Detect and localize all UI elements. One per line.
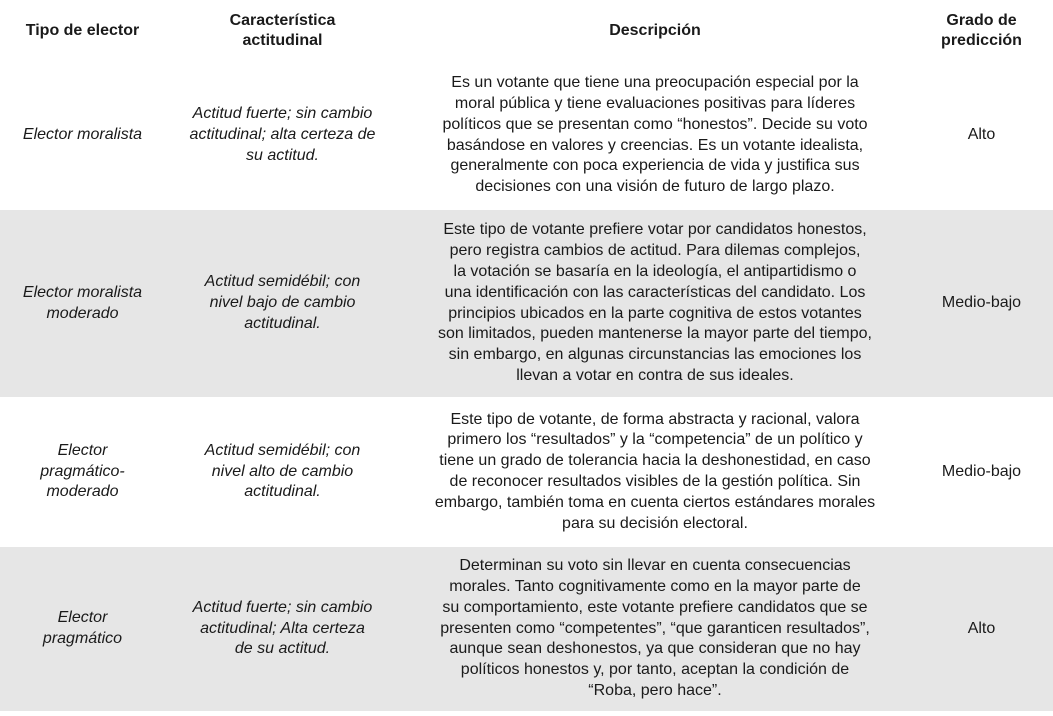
table-row xyxy=(0,63,1053,209)
cell-descripcion: Determinan su voto sin llevar en cuenta consecuencias morales. Tanto cognitivamente como en la mayor parte de su comportamiento, este votante prefiere candidatos que se presenten como “competentes”, “que garanticen resultados”, aunque sean deshonestos, ya que consideran que no hay políticos honestos y, por tanto, aceptan la condición de “Roba, pero hace”. xyxy=(400,546,910,712)
header-grado: Grado de predicción xyxy=(910,0,1053,63)
table-row xyxy=(0,399,1053,546)
cell-tipo: Elector pragmático xyxy=(0,546,165,712)
header-caracteristica: Característica actitudinal xyxy=(165,0,400,63)
cell-tipo: Elector pragmático- moderado xyxy=(40,441,125,501)
header-descripcion: Descripción xyxy=(400,0,910,63)
header-row xyxy=(0,0,1053,63)
cell-descripcion: Es un votante que tiene una preocupación especial por la moral pública y tiene evaluaciones positivas para líderes políticos que se presentan como “honestos”. Decide su voto basándose en valores y creencias. Es un votante idealista, generalmente con poca experiencia de vida y justifica sus decisiones con una visión de futuro de largo plazo. xyxy=(442,74,868,196)
cell-descripcion: Este tipo de votante, de forma abstracta y racional, valora primero los “resultados” y la “competencia” de un político y tiene un grado de tolerancia hacia la deshonestidad, en caso de reconocer resultados visibles de la gestión política. Sin embargo, también toma en cuenta ciertos estándares morales para su decisión electoral. xyxy=(434,410,876,532)
cell-caracteristica: Actitud fuerte; sin cambio actitudinal; alta certeza de su actitud. xyxy=(189,105,376,164)
cell-descripcion: Este tipo de votante prefiere votar por candidatos honestos, pero registra cambios de actitud. Para dilemas complejos, la votación se basaría en la ideología, el antipartidismo o una identificación con las características del candidato. Los principios ubicados en la parte cognitiva de estos votantes son limitados, pueden mantenerse la mayor parte del tiempo, sin embargo, en algunas circunstancias las emociones los llevan a votar en contra de sus ideales. xyxy=(400,209,910,399)
cell-grado: Medio-bajo xyxy=(910,209,1053,399)
cell-caracteristica: Actitud semidébil; con nivel bajo de cambio actitudinal. xyxy=(165,209,400,399)
cell-grado: Alto xyxy=(910,546,1053,712)
table-row xyxy=(0,546,1053,712)
cell-tipo: Elector moralista xyxy=(22,126,143,144)
cell-tipo: Elector moralista moderado xyxy=(0,209,165,399)
cell-grado: Medio-bajo xyxy=(941,462,1022,480)
cell-caracteristica: Actitud fuerte; sin cambio actitudinal; Alta certeza de su actitud. xyxy=(165,546,400,712)
cell-grado: Alto xyxy=(967,126,996,144)
header-tipo: Tipo de elector xyxy=(0,0,165,63)
table-row xyxy=(0,209,1053,399)
cell-caracteristica: Actitud semidébil; con nivel alto de cambio actitudinal. xyxy=(204,441,361,501)
